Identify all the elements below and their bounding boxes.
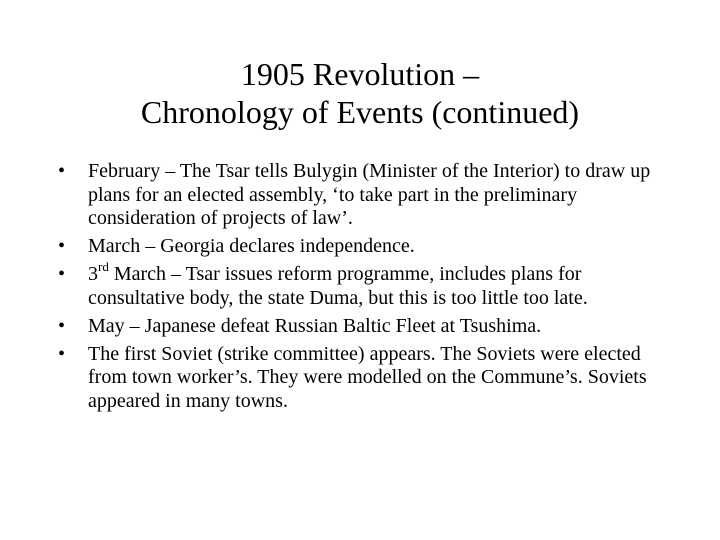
bullet-item-3rd-march (58, 259, 668, 310)
bullet-item-may (58, 315, 668, 339)
bullet-text-prefix: 3 (88, 263, 98, 285)
bullet-item-first-soviet (58, 343, 668, 414)
bullet-icon: • (58, 314, 66, 337)
title-line-2: Chronology of Events (continued) (140, 94, 580, 130)
title-line-1: 1905 Revolution – (240, 56, 480, 92)
bullet-item-february (58, 160, 668, 231)
bullet-text-superscript: rd (98, 259, 109, 275)
bullet-item-march (58, 235, 668, 259)
bullet-text: May – Japanese defeat Russian Baltic Fleet at Tsushima. (88, 314, 542, 337)
bullet-icon: • (58, 160, 66, 182)
bullet-text: February – The Tsar tells Bulygin (Minister of the Interior) to draw up plans for an elected assembly, ‘to take part in the preliminary consideration of projects of law’. (88, 160, 651, 229)
bullet-icon: • (58, 342, 66, 365)
bullet-icon: • (58, 235, 66, 257)
bullet-list (58, 160, 668, 418)
slide-title (0, 55, 720, 131)
bullet-text: The first Soviet (strike committee) appears. The Soviets were elected from town worker’s. They were modelled on the Commune’s. Soviets appeared in many towns. (88, 342, 647, 412)
bullet-text: March – Georgia declares independence. (88, 235, 415, 257)
bullet-text: March – Tsar issues reform programme, includes plans for consultative body, the state Duma, but this is too little too late. (88, 263, 588, 309)
bullet-icon: • (58, 263, 66, 285)
